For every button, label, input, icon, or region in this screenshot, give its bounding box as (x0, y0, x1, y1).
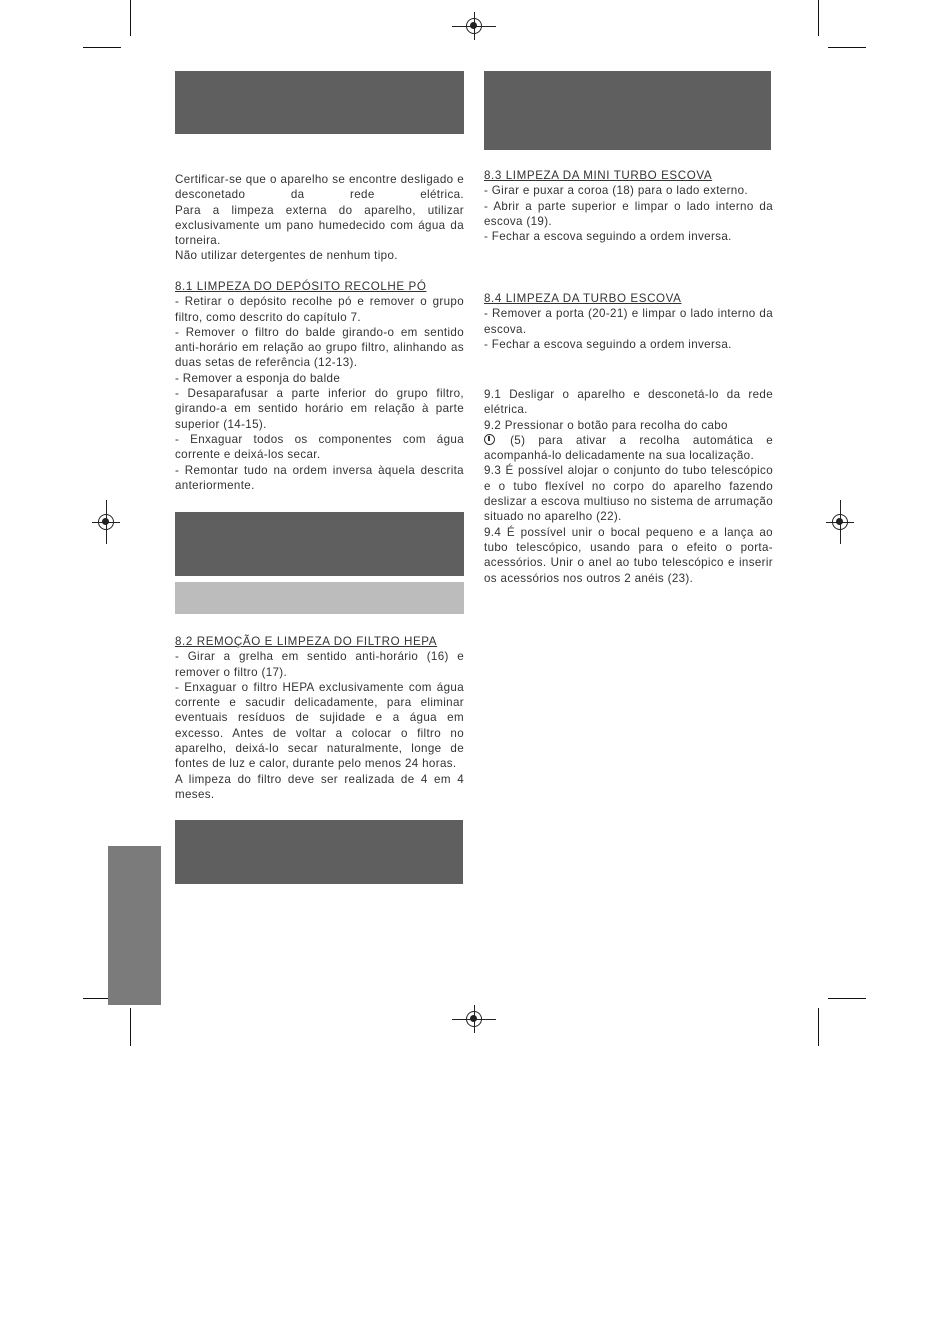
step-text: 9.2 Pressionar o botão para recolha do cabo (484, 418, 728, 432)
section-heading: 8.4 LIMPEZA DA TURBO ESCOVA (484, 292, 682, 305)
list-item: - Fechar a escova seguindo a ordem inversa. (484, 337, 732, 351)
list-item: - Girar a grelha em sentido anti-horário (16) e remover o filtro (17). (175, 650, 464, 679)
paragraph: 9.4 É possível unir o bocal pequeno e a lança ao tubo telescópico, usando para o efeito o porta-acessórios. Unir o anel ao tubo telescópico e inserir os acessórios nos outros 2 anéis (23). (484, 525, 773, 585)
left-column-intro (175, 172, 464, 264)
list-item: - Remover a esponja do balde (175, 371, 341, 385)
header-bar-left (175, 71, 464, 134)
list-item: - Enxaguar o filtro HEPA exclusivamente com água corrente e sacudir delicadamente, para eliminar eventuais resíduos de sujidade e a água em excesso. Antes de voltar a colocar o filtro no aparelho, deixá-lo secar naturalmente, longe de fontes de luz e calor, durante pelo menos 24 horas. (175, 680, 464, 771)
language-side-tab (108, 846, 161, 1005)
step-text: (5) para ativar a recolha automática e acompanhá-lo delicadamente na sua localização. (484, 433, 773, 463)
section-heading: 8.1 LIMPEZA DO DEPÓSITO RECOLHE PÓ (175, 280, 427, 293)
crop-mark (130, 0, 131, 36)
section-9 (484, 387, 773, 586)
list-item: - Girar e puxar a coroa (18) para o lado externo. (484, 184, 748, 198)
section-8-4 (484, 291, 773, 352)
list-item: - Enxaguar todos os componentes com água corrente e deixá-los secar. (175, 432, 464, 462)
paragraph: 9.3 É possível alojar o conjunto do tubo telescópico e o tubo flexível no corpo do aparelho fazendo deslizar a escova multiuso no sistema de arrumação situado no aparelho (22). (484, 464, 773, 524)
section-bar (175, 512, 464, 576)
paragraph (484, 418, 773, 464)
list-item: - Remontar tudo na ordem inversa àquela descrita anteriormente. (175, 463, 464, 492)
list-item: - Remover o filtro do balde girando-o em sentido anti-horário em relação ao grupo filtro, alinhando as duas setas de referência (12-13). (175, 325, 464, 370)
crop-mark (828, 998, 866, 999)
section-heading: 8.2 REMOÇÃO E LIMPEZA DO FILTRO HEPA (175, 635, 438, 648)
paragraph: Para a limpeza externa do aparelho, utilizar exclusivamente um pano humedecido com água da torneira. (175, 203, 464, 248)
paragraph: A limpeza do filtro deve ser realizada de 4 em 4 meses. (175, 772, 464, 801)
section-8-3 (484, 168, 773, 244)
paragraph: Certificar-se que o aparelho se encontre desligado e desconetado da rede elétrica. (175, 173, 464, 202)
crop-mark (818, 1008, 819, 1046)
crop-mark (83, 47, 121, 48)
subsection-bar (175, 582, 464, 614)
crop-mark (828, 47, 866, 48)
header-bar-right (484, 71, 771, 150)
paragraph: Não utilizar detergentes de nenhum tipo. (175, 249, 398, 263)
section-heading: 8.3 LIMPEZA DA MINI TURBO ESCOVA (484, 169, 713, 182)
list-item: - Desaparafusar a parte inferior do grupo filtro, girando-a em sentido horário em relação à parte superior (14-15). (175, 387, 464, 431)
paragraph: 9.1 Desligar o aparelho e desconetá-lo da rede elétrica. (484, 388, 773, 417)
list-item: - Abrir a parte superior e limpar o lado interno da escova (19). (484, 199, 773, 228)
crop-mark (130, 1008, 131, 1046)
section-8-1 (175, 279, 464, 493)
section-bar-bottom (175, 820, 463, 884)
cord-rewind-icon (484, 434, 495, 445)
crop-mark (818, 0, 819, 36)
list-item: - Remover a porta (20-21) e limpar o lado interno da escova. (484, 307, 773, 336)
list-item: - Retirar o depósito recolhe pó e remover o grupo filtro, como descrito do capítulo 7. (175, 295, 464, 324)
list-item: - Fechar a escova seguindo a ordem inversa. (484, 230, 732, 244)
section-8-2 (175, 634, 464, 802)
